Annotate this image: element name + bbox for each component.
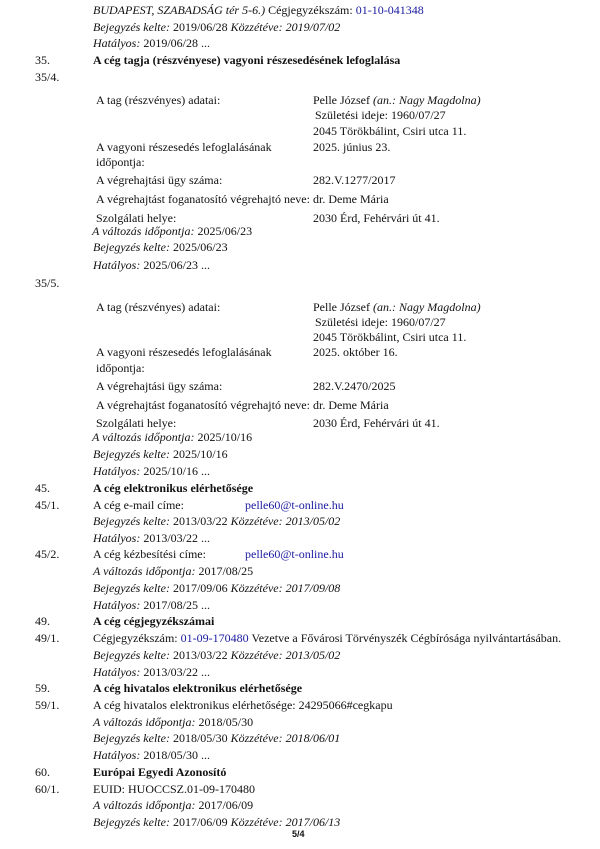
effective-line: Hatályos: 2025/06/23 ... xyxy=(93,258,210,272)
seizure-date: 2025. június 23. xyxy=(313,140,391,154)
section-title: A cég hivatalos elektronikus elérhetősége xyxy=(93,681,303,695)
field-label: A végrehajtást foganatosító végrehajtó neve: xyxy=(96,398,310,412)
entry-date-line: Bejegyzés kelte: 2013/03/22 Közzétéve: 2013/05/02 xyxy=(93,514,341,528)
field-label: A végrehajtási ügy száma: xyxy=(96,379,223,393)
entry-date-line: Bejegyzés kelte: 2017/06/09 Közzétéve: 2017/06/13 xyxy=(93,815,341,829)
section-title: A cég cégjegyzékszámai xyxy=(93,614,215,628)
service-place: 2030 Érd, Fehérvári út 41. xyxy=(313,416,440,430)
section-number: 45. xyxy=(35,481,50,495)
effective-line: Hatályos: 2013/03/22 ... xyxy=(93,531,210,545)
bailiff-name: dr. Deme Mária xyxy=(313,398,389,412)
change-date-line: A változás időpontja: 2017/06/09 xyxy=(93,798,254,812)
case-number: 282.V.1277/2017 xyxy=(313,173,396,187)
field-label: időpontja: xyxy=(96,155,145,169)
effective-line: Hatályos: 2025/10/16 ... xyxy=(93,464,210,478)
entry-number: 45/2. xyxy=(35,547,60,561)
field-label: Szolgálati helye: xyxy=(96,416,177,430)
entry-text: EUID: HUOCCSZ.01-09-170480 xyxy=(93,782,255,796)
page-number: 5/4 xyxy=(292,829,305,839)
company-reg-number: 01-10-041348 xyxy=(355,3,424,17)
change-date-line: A változás időpontja: 2017/08/25 xyxy=(93,564,254,578)
email-link[interactable]: pelle60@t-online.hu xyxy=(245,547,344,561)
reg-number-line: Cégjegyzékszám: 01-09-170480 Vezetve a Fővárosi Törvényszék Cégbírósága nyilvántartásában. xyxy=(93,631,562,645)
field-label: A végrehajtási ügy száma: xyxy=(96,173,223,187)
field-label: A tag (részvényes) adatai: xyxy=(96,93,221,107)
entry-number: 35/4. xyxy=(35,70,60,84)
section-title: A cég elektronikus elérhetősége xyxy=(93,481,254,495)
effective-line: Hatályos: 2013/03/22 ... xyxy=(93,665,210,679)
field-label: A tag (részvényes) adatai: xyxy=(96,300,221,314)
field-label: A vagyoni részesedés lefoglalásának xyxy=(96,345,272,359)
section-number: 35. xyxy=(35,53,50,67)
entry-date-line: Bejegyzés kelte: 2025/06/23 xyxy=(93,240,228,254)
member-name: Pelle József (an.: Nagy Magdolna) xyxy=(313,300,481,314)
birth-date: Születési ideje: 1960/07/27 xyxy=(315,315,446,329)
entry-number: 60/1. xyxy=(35,782,60,796)
bailiff-name: dr. Deme Mária xyxy=(313,192,389,206)
field-label: A cég e-mail címe: xyxy=(93,498,184,512)
field-label: A cég kézbesítési címe: xyxy=(93,547,206,561)
entry-date-line: Bejegyzés kelte: 2017/09/06 Közzétéve: 2017/09/08 xyxy=(93,581,341,595)
entry-date-line: Bejegyzés kelte: 2025/10/16 xyxy=(93,447,228,461)
member-name: Pelle József (an.: Nagy Magdolna) xyxy=(313,93,481,107)
section-title: Európai Egyedi Azonosító xyxy=(93,765,227,779)
change-date-line: A változás időpontja: 2025/06/23 xyxy=(92,224,253,238)
entry-date-line: Bejegyzés kelte: 2019/06/28 Közzétéve: 2019/07/02 xyxy=(93,20,341,34)
section-number: 49. xyxy=(35,614,50,628)
service-place: 2030 Érd, Fehérvári út 41. xyxy=(313,211,440,225)
entry-date-line: Bejegyzés kelte: 2018/05/30 Közzétéve: 2018/06/01 xyxy=(93,731,341,745)
change-date-line: A változás időpontja: 2025/10/16 xyxy=(92,430,253,444)
member-address: 2045 Törökbálint, Csiri utca 11. xyxy=(313,124,467,138)
entry-number: 35/5. xyxy=(35,276,60,290)
field-label: időpontja: xyxy=(96,361,145,375)
entry-text: A cég hivatalos elektronikus elérhetősége: 24295066#cegkapu xyxy=(93,698,393,712)
section-title: A cég tagja (részvényese) vagyoni részesedésének lefoglalása xyxy=(93,53,401,67)
member-address: 2045 Törökbálint, Csiri utca 11. xyxy=(313,330,467,344)
effective-line: Hatályos: 2019/06/28 ... xyxy=(93,36,210,50)
address-line: BUDAPEST, SZABADSÁG tér 5-6.) Cégjegyzékszám: 01-10-041348 xyxy=(93,3,424,17)
entry-number: 45/1. xyxy=(35,498,60,512)
entry-date-line: Bejegyzés kelte: 2013/03/22 Közzétéve: 2013/05/02 xyxy=(93,648,341,662)
case-number: 282.V.2470/2025 xyxy=(313,379,396,393)
effective-line: Hatályos: 2018/05/30 ... xyxy=(93,748,210,762)
seizure-date: 2025. október 16. xyxy=(313,345,398,359)
email-link[interactable]: pelle60@t-online.hu xyxy=(245,498,344,512)
entry-number: 59/1. xyxy=(35,698,60,712)
birth-date: Születési ideje: 1960/07/27 xyxy=(315,108,446,122)
field-label: Szolgálati helye: xyxy=(96,211,177,225)
change-date-line: A változás időpontja: 2018/05/30 xyxy=(93,715,254,729)
entry-number: 49/1. xyxy=(35,631,60,645)
section-number: 59. xyxy=(35,681,50,695)
field-label: A vagyoni részesedés lefoglalásának xyxy=(96,140,272,154)
effective-line: Hatályos: 2017/08/25 ... xyxy=(93,598,210,612)
section-number: 60. xyxy=(35,765,50,779)
field-label: A végrehajtást foganatosító végrehajtó neve: xyxy=(96,192,310,206)
